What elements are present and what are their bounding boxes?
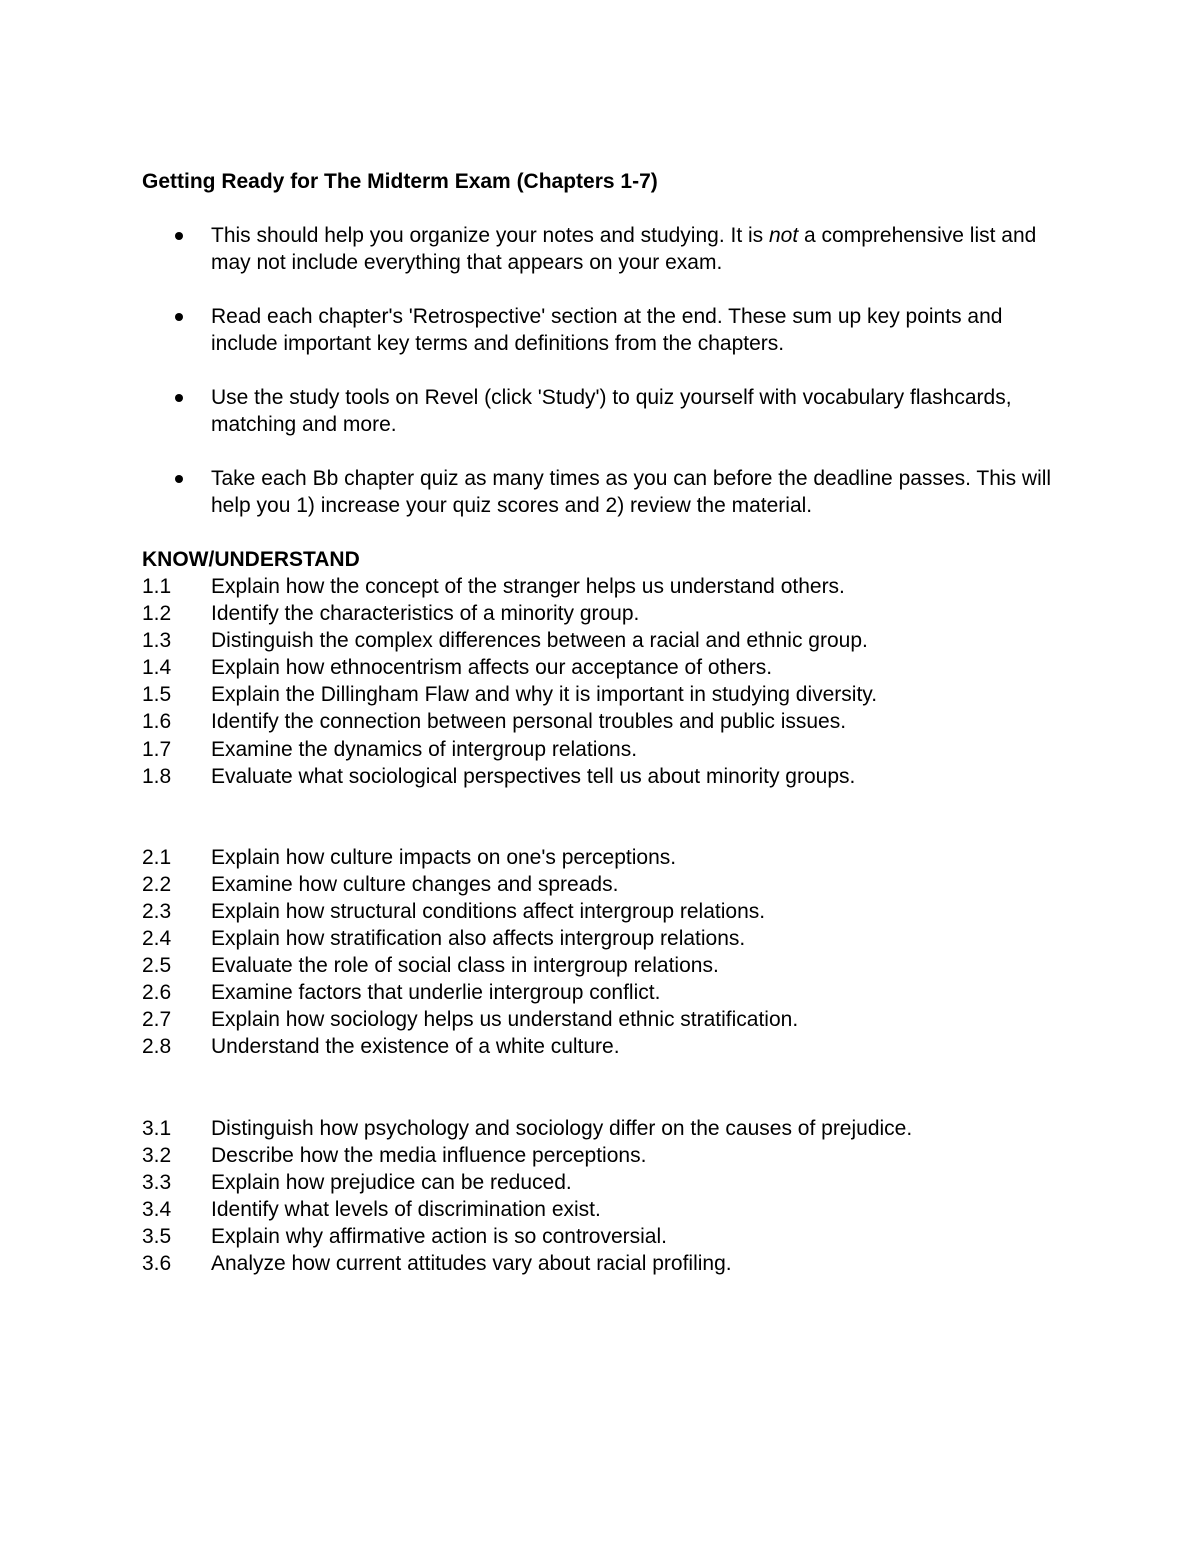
- tip-text: Use the study tools on Revel (click 'Study') to quiz yourself with vocabulary flashcards, matching and more.: [211, 386, 1012, 436]
- objective-row: [142, 736, 1062, 763]
- objective-text: Understand the existence of a white culture.: [211, 1035, 620, 1059]
- objective-text: Distinguish how psychology and sociology differ on the causes of prejudice.: [211, 1116, 913, 1140]
- objective-text: Identify what levels of discrimination exist.: [211, 1197, 601, 1221]
- objective-text: Evaluate the role of social class in intergroup relations.: [211, 954, 719, 978]
- objective-text: Examine factors that underlie intergroup conflict.: [211, 981, 661, 1005]
- objective-row: [142, 898, 1062, 925]
- objective-text: Explain why affirmative action is so controversial.: [211, 1224, 667, 1248]
- document-title: Getting Ready for The Midterm Exam (Chapters 1-7): [142, 170, 658, 193]
- objective-row: [142, 1169, 1062, 1196]
- tip-item: [142, 303, 1062, 357]
- objective-number: 3.4: [142, 1197, 172, 1221]
- objective-row: [142, 573, 1062, 600]
- objective-number: 3.2: [142, 1143, 172, 1167]
- objective-number: 2.4: [142, 927, 172, 951]
- tip-text: This should help you organize your notes and studying. It is: [211, 224, 769, 247]
- objective-row: [142, 1033, 1062, 1060]
- objective-number: 2.1: [142, 845, 172, 869]
- tip-item: [142, 222, 1062, 276]
- objective-row: [142, 1115, 1062, 1142]
- objective-number: 1.6: [142, 710, 172, 734]
- objective-text: Examine how culture changes and spreads.: [211, 872, 619, 896]
- tip-text-continued: a comprehensive list and may not include everything that appears on your exam.: [211, 224, 1037, 274]
- objective-number: 3.1: [142, 1116, 172, 1140]
- tips-list: [142, 222, 1062, 519]
- objective-row: [142, 627, 1062, 654]
- objective-text: Analyze how current attitudes vary about racial profiling.: [211, 1251, 732, 1275]
- chapter-objectives: [142, 573, 1062, 790]
- objective-number: 2.7: [142, 1008, 172, 1032]
- objective-number: 2.2: [142, 872, 172, 896]
- objective-number: 2.8: [142, 1035, 172, 1059]
- bullet-icon: [175, 232, 183, 240]
- objective-number: 3.3: [142, 1170, 172, 1194]
- objective-number: 1.3: [142, 629, 172, 653]
- objective-number: 2.5: [142, 954, 172, 978]
- tip-item: [142, 384, 1062, 438]
- objective-text: Explain how structural conditions affect intergroup relations.: [211, 899, 766, 923]
- objective-number: 1.1: [142, 575, 172, 598]
- chapter-objectives: [142, 844, 1062, 1061]
- objective-number: 1.2: [142, 602, 172, 626]
- objective-text: Explain how culture impacts on one's perceptions.: [211, 845, 677, 869]
- objective-number: 1.4: [142, 656, 172, 680]
- objective-number: 1.5: [142, 683, 172, 707]
- objective-row: [142, 952, 1062, 979]
- objective-row: [142, 871, 1062, 898]
- objective-text: Explain how prejudice can be reduced.: [211, 1170, 572, 1194]
- objective-text: Identify the connection between personal troubles and public issues.: [211, 710, 847, 734]
- objective-row: [142, 1142, 1062, 1169]
- objective-text: Distinguish the complex differences between a racial and ethnic group.: [211, 629, 868, 653]
- objective-text: Explain the Dillingham Flaw and why it is important in studying diversity.: [211, 683, 878, 707]
- objective-text: Explain how ethnocentrism affects our acceptance of others.: [211, 656, 773, 680]
- objective-row: [142, 763, 1062, 790]
- tip-item: [142, 465, 1062, 519]
- objective-number: 3.6: [142, 1251, 172, 1275]
- tip-text: Read each chapter's 'Retrospective' section at the end. These sum up key points and include important key terms and definitions from the chapters.: [211, 305, 1003, 355]
- objective-text: Explain how the concept of the stranger helps us understand others.: [211, 575, 845, 598]
- objective-number: 1.8: [142, 764, 172, 788]
- objective-row: [142, 1006, 1062, 1033]
- objective-row: [142, 708, 1062, 735]
- objective-row: [142, 925, 1062, 952]
- objective-text: Evaluate what sociological perspectives tell us about minority groups.: [211, 764, 856, 788]
- objective-row: [142, 1223, 1062, 1250]
- objective-number: 1.7: [142, 737, 172, 761]
- objective-text: Explain how stratification also affects intergroup relations.: [211, 927, 746, 951]
- section-heading: KNOW/UNDERSTAND: [142, 548, 360, 571]
- objective-row: [142, 1196, 1062, 1223]
- objective-row: [142, 979, 1062, 1006]
- objective-number: 3.5: [142, 1224, 172, 1248]
- objective-text: Examine the dynamics of intergroup relations.: [211, 737, 638, 761]
- document-page: [142, 168, 1062, 1277]
- bullet-icon: [175, 394, 183, 402]
- tip-text: Take each Bb chapter quiz as many times as you can before the deadline passes. This will help you 1) increase your quiz scores and 2) review the material.: [211, 467, 1052, 517]
- objectives-list: [142, 573, 1062, 1277]
- objective-text: Identify the characteristics of a minority group.: [211, 602, 640, 626]
- objective-row: [142, 1250, 1062, 1277]
- chapter-objectives: [142, 1115, 1062, 1278]
- objective-row: [142, 681, 1062, 708]
- bullet-icon: [175, 475, 183, 483]
- bullet-icon: [175, 313, 183, 321]
- objective-row: [142, 844, 1062, 871]
- objective-number: 2.3: [142, 899, 172, 923]
- tip-emphasis: not: [769, 224, 799, 247]
- objective-text: Describe how the media influence perceptions.: [211, 1143, 647, 1167]
- objective-text: Explain how sociology helps us understand ethnic stratification.: [211, 1008, 799, 1032]
- objective-row: [142, 654, 1062, 681]
- objective-number: 2.6: [142, 981, 172, 1005]
- objective-row: [142, 600, 1062, 627]
